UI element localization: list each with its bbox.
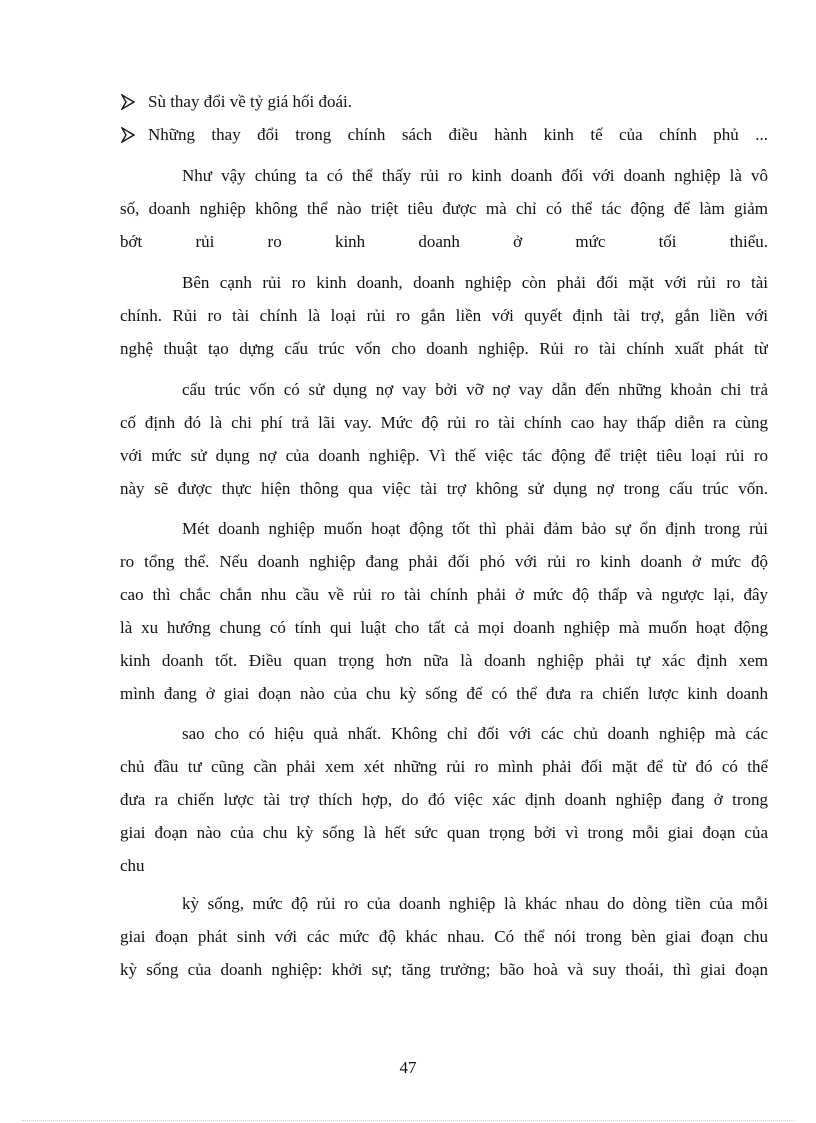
paragraph-line: với mức sử dụng nợ của doanh nghiệp. Vì thế việc tác động để triệt tiêu loại rủi ro — [120, 446, 768, 465]
paragraph-line: cao thì chắc chắn nhu cầu về rủi ro tài chính phải ở mức độ thấp và ngược lại, đây — [120, 585, 768, 604]
paragraph-line: kỳ sống của doanh nghiệp: khởi sự; tăng trưởng; bão hoà và suy thoái, thì giai đoạn — [120, 960, 768, 979]
paragraph-line: giai đoạn nào của chu kỳ sống là hết sức quan trọng bởi vì trong mỗi giai đoạn của — [120, 823, 768, 842]
paragraph-line: Mét doanh nghiệp muốn hoạt động tốt thì phải đảm bảo sự ổn định trong rủi — [182, 519, 768, 538]
paragraph-line: là xu hướng chung có tính qui luật cho tất cả mọi doanh nghiệp mà muốn hoạt động — [120, 618, 768, 637]
paragraph-line: chủ đầu tư cũng cần phải xem xét những rủi ro mình phải đối mặt để từ đó có thể — [120, 757, 768, 776]
paragraph-line: chu — [120, 856, 145, 875]
paragraph-line: cấu trúc vốn có sử dụng nợ vay bởi vỡ nợ vay dẫn đến những khoản chi trả — [182, 380, 768, 399]
bullet-text: Những thay đổi trong chính sách điều hành kinh tế của chính phủ ... — [148, 125, 768, 144]
paragraph-line: nghệ thuật tạo dựng cấu trúc vốn cho doanh nghiệp. Rủi ro tài chính xuất phát từ — [120, 339, 768, 358]
paragraph-line: này sẽ được thực hiện thông qua việc tài trợ không sử dụng nợ trong cấu trúc vốn. — [120, 479, 768, 498]
paragraph-line: giai đoạn phát sinh với các mức độ khác nhau. Có thể nói trong bèn giai đoạn chu — [120, 927, 768, 946]
page-bottom-divider — [22, 1120, 794, 1121]
paragraph-line: chính. Rủi ro tài chính là loại rủi ro gắn liền với quyết định tài trợ, gắn liền với — [120, 306, 768, 325]
bullet-text: Sù thay đổi về tỷ giá hối đoái. — [148, 92, 352, 111]
page-number: 47 — [399, 1058, 417, 1077]
paragraph-line: mình đang ở giai đoạn nào của chu kỳ sống để có thể đưa ra chiến lược kinh doanh — [120, 684, 768, 703]
paragraph-line: số, doanh nghiệp không thể nào triệt tiêu được mà chỉ có thể tác động để làm giảm — [120, 199, 768, 218]
paragraph-line: Bên cạnh rủi ro kinh doanh, doanh nghiệp còn phải đối mặt với rủi ro tài — [182, 273, 768, 292]
paragraph-line: ro tổng thể. Nếu doanh nghiệp đang phải đối phó với rủi ro kinh doanh ở mức độ — [120, 552, 768, 571]
paragraph-line: kỳ sống, mức độ rủi ro của doanh nghiệp là khác nhau do dòng tiền của mỗi — [182, 894, 768, 913]
paragraph-line: bớt rủi ro kinh doanh ở mức tối thiểu. — [120, 232, 768, 251]
paragraph-line: sao cho có hiệu quả nhất. Không chỉ đối với các chủ doanh nghiệp mà các — [182, 724, 768, 743]
bullet-arrow-icon — [121, 94, 135, 110]
paragraph-line: kinh doanh tốt. Điều quan trọng hơn nữa là doanh nghiệp phải tự xác định xem — [120, 651, 768, 670]
paragraph-line: cố định đó là chi phí trả lãi vay. Mức độ rủi ro tài chính cao hay thấp diễn ra cùng — [120, 413, 768, 432]
paragraph-line: đưa ra chiến lược tài trợ thích hợp, do đó việc xác định doanh nghiệp đang ở trong — [120, 790, 768, 809]
bullet-arrow-icon — [121, 127, 135, 143]
paragraph-line: Như vậy chúng ta có thể thấy rủi ro kinh doanh đối với doanh nghiệp là vô — [182, 166, 768, 185]
